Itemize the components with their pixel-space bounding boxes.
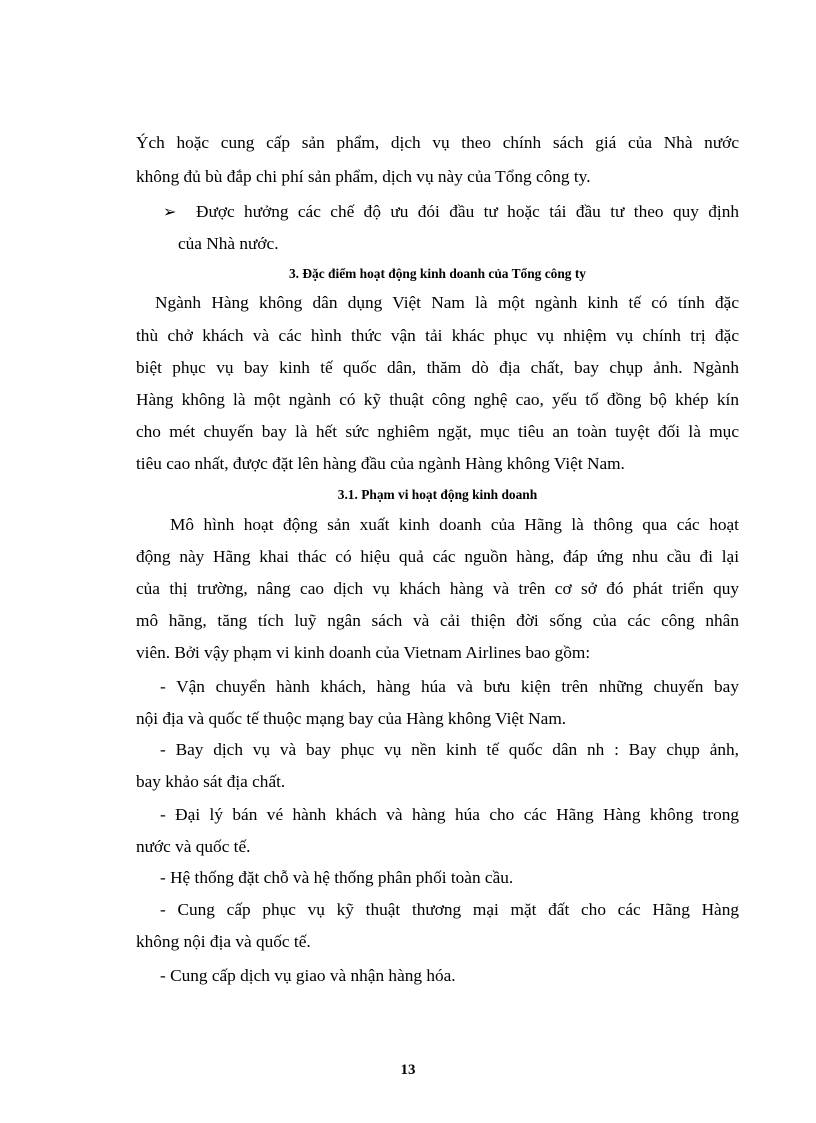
subsection-heading: 3.1. Phạm vi hoạt động kinh doanh [337, 487, 538, 502]
page-number: 13 [400, 1062, 416, 1078]
arrow-bullet-icon: ➢ [163, 202, 177, 221]
text-line: thù chở khách và các hình thức vận tải khác phục vụ nhiệm vụ chính trị đặc [136, 326, 739, 345]
list-item-line: nước và quốc tế. [136, 837, 251, 856]
list-item-line: - Cung cấp phục vụ kỹ thuật thương mại mặt đất cho các Hãng Hàng [160, 900, 739, 919]
text-line: Ých hoặc cung cấp sản phẩm, dịch vụ theo chính sách giá của Nhà nước [136, 133, 739, 152]
list-item-line: nội địa và quốc tế thuộc mạng bay của Hàng không Việt Nam. [136, 709, 567, 728]
text-line: của thị trường, nâng cao dịch vụ khách hàng và trên cơ sở đó phát triển quy [136, 579, 739, 598]
bullet-text-line: Được hưởng các chế độ ưu đói đầu tư hoặc tái đầu tư theo quy định [196, 202, 739, 221]
text-line: Mô hình hoạt động sản xuất kinh doanh của Hãng là thông qua các hoạt [170, 515, 739, 534]
section-heading: 3. Đặc điểm hoạt động kinh doanh của Tổng công ty [288, 266, 587, 281]
text-line: cho mét chuyến bay là hết sức nghiêm ngặt, mục tiêu an toàn tuyệt đối là mục [136, 422, 739, 441]
text-line: mô hãng, tăng tích luỹ ngân sách và cải thiện đời sống của các công nhân [136, 611, 739, 630]
bullet-text-line: của Nhà nước. [178, 234, 279, 253]
list-item-line: - Cung cấp dịch vụ giao và nhận hàng hóa. [160, 966, 456, 985]
text-line: không đủ bù đắp chi phí sản phẩm, dịch vụ này của Tổng công ty. [136, 167, 591, 186]
text-line: Hàng không là một ngành có kỹ thuật công nghệ cao, yếu tố đồng bộ khép kín [136, 390, 739, 409]
list-item-line: - Vận chuyển hành khách, hàng húa và bưu kiện trên những chuyến bay [160, 677, 739, 696]
list-item-line: bay khảo sát địa chất. [136, 772, 286, 791]
list-item-line: - Bay dịch vụ và bay phục vụ nền kinh tế quốc dân nh : Bay chụp ảnh, [160, 740, 739, 759]
text-line: Ngành Hàng không dân dụng Việt Nam là một ngành kinh tế có tính đặc [155, 293, 739, 312]
list-item-line: - Hệ thống đặt chỗ và hệ thống phân phối toàn cầu. [160, 868, 514, 887]
text-line: tiêu cao nhất, được đặt lên hàng đầu của ngành Hàng không Việt Nam. [136, 454, 625, 473]
list-item-line: không nội địa và quốc tế. [136, 932, 311, 951]
text-line: viên. Bởi vậy phạm vi kinh doanh của Vietnam Airlines bao gồm: [136, 643, 591, 662]
text-line: biệt phục vụ bay kinh tế quốc dân, thăm dò địa chất, bay chụp ảnh. Ngành [136, 358, 739, 377]
text-line: động này Hãng khai thác có hiệu quả các nguồn hàng, đáp ứng nhu cầu đi lại [136, 547, 739, 566]
list-item-line: - Đại lý bán vé hành khách và hàng húa cho các Hãng Hàng không trong [160, 805, 739, 824]
